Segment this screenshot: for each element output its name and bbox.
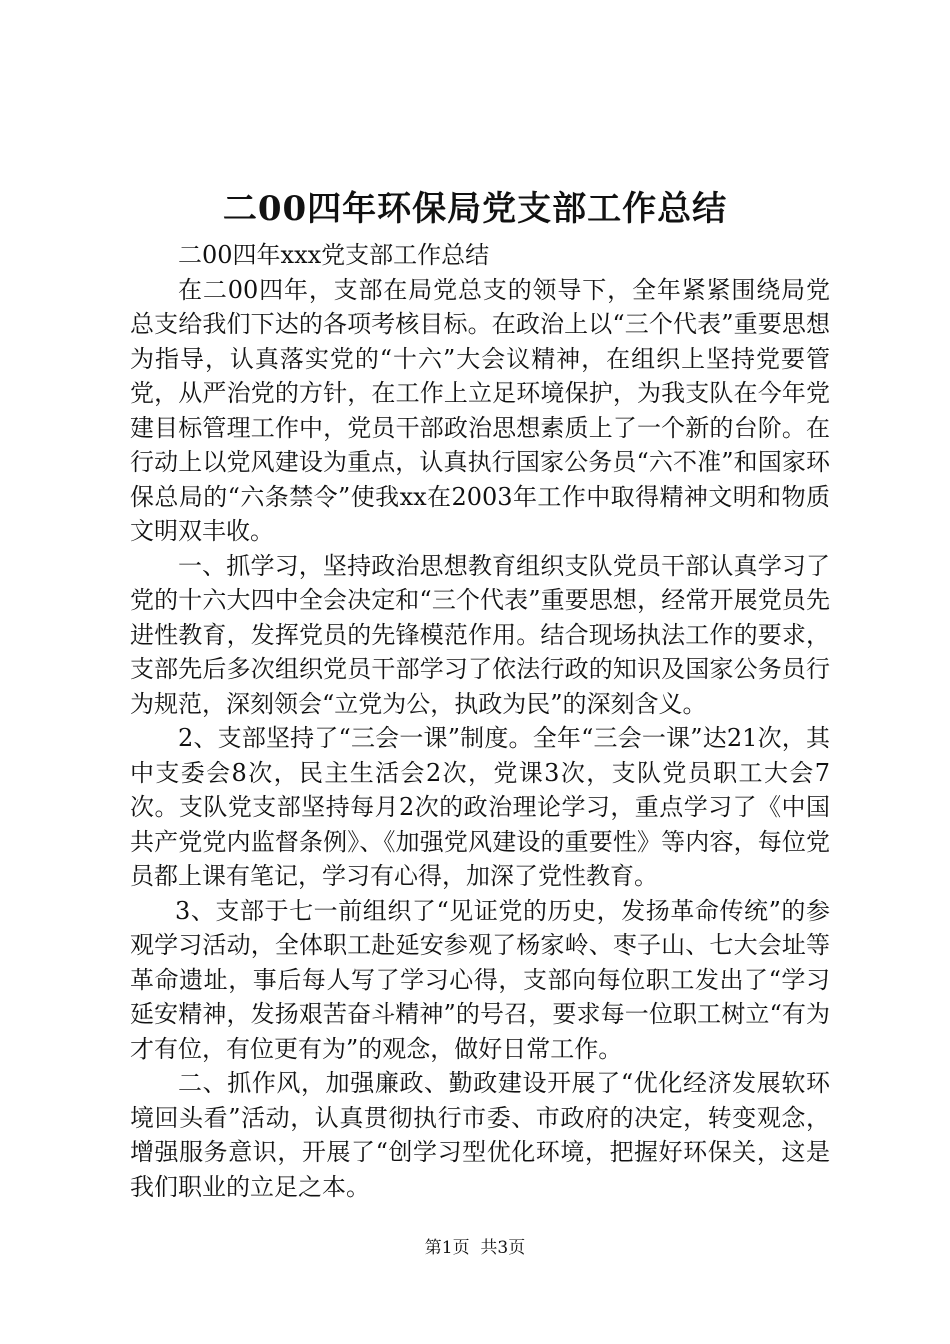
document-body	[130, 238, 830, 1204]
paragraph-yanan-visit: 3、支部于七一前组织了“见证党的历史，发扬革命传统”的参观学习活动，全体职工赴延安参观了杨家岭、枣子山、七大会址等革命遗址，事后每人写了学习心得，支部向每位职工发出了“学习延安精神，发扬艰苦奋斗精神”的号召，要求每一位职工树立“有为才有位，有位更有为”的观念，做好日常工作。	[130, 896, 830, 1063]
paragraph-intro: 在二00四年，支部在局党总支的领导下，全年紧紧围绕局党总支给我们下达的各项考核目标。在政治上以“三个代表”重要思想为指导，认真落实党的“十六”大会议精神，在组织上坚持党要管党，从严治党的方针，在工作上立足环境保护，为我支队在今年党建目标管理工作中，党员干部政治思想素质上了一个新的台阶。在行动上以党风建设为重点，认真执行国家公务员“六不准”和国家环保总局的“六条禁令”使我xx在2003年工作中取得精神文明和物质文明双丰收。	[130, 275, 830, 545]
page-footer	[0, 1236, 950, 1260]
page-total: 共3页	[480, 1238, 526, 1258]
page-number: 第1页	[424, 1238, 470, 1258]
paragraph-work-style: 二、抓作风，加强廉政、勤政建设开展了“优化经济发展软环境回头看”活动，认真贯彻执行市委、市政府的决定，转变观念，增强服务意识，开展了“创学习型优化环境，把握好环保关，这是我们职业的立足之本。	[130, 1069, 830, 1201]
paragraph-subtitle: 二00四年xxx党支部工作总结	[178, 241, 490, 269]
paragraph-meetings: 2、支部坚持了“三会一课”制度。全年“三会一课”达21次，其中支委会8次，民主生活会2次，党课3次，支队党员职工大会7次。支队党支部坚持每月2次的政治理论学习，重点学习了《中国共产党党内监督条例》、《加强党风建设的重要性》等内容，每位党员都上课有笔记，学习有心得，加深了党性教育。	[130, 724, 830, 890]
paragraph-study: 一、抓学习，坚持政治思想教育组织支队党员干部认真学习了党的十六大四中全会决定和“三个代表”重要思想，经常开展党员先进性教育，发挥党员的先锋模范作用。结合现场执法工作的要求，支部先后多次组织党员干部学习了依法行政的知识及国家公务员行为规范，深刻领会“立党为公，执政为民”的深刻含义。	[130, 551, 830, 718]
document-title: 二00四年环保局党支部工作总结	[222, 189, 728, 229]
footer-spacer	[470, 1238, 481, 1258]
